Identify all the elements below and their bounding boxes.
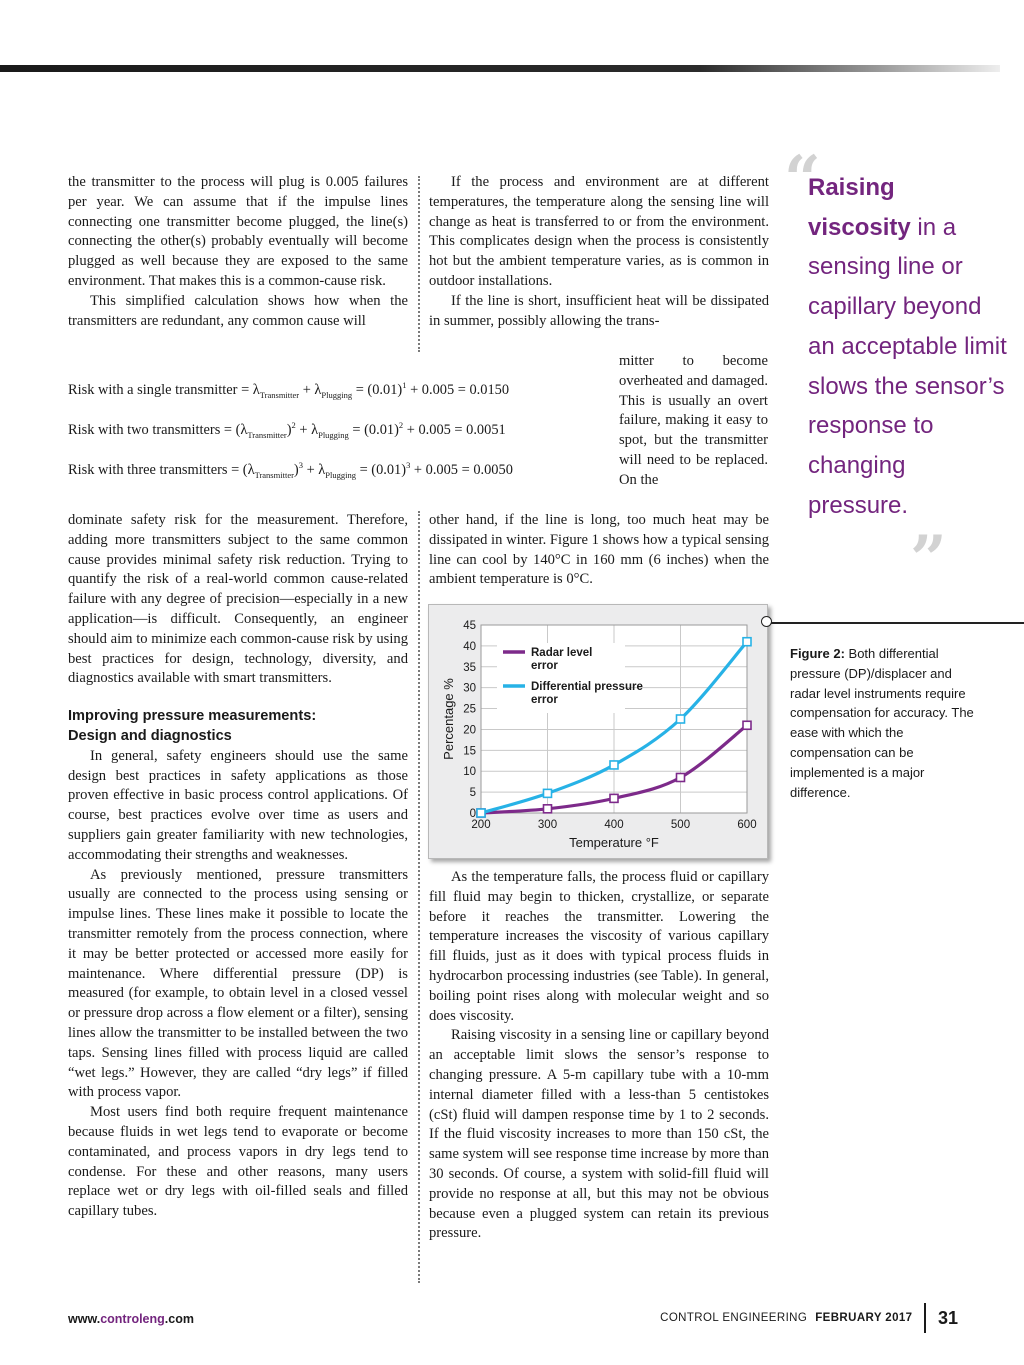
figure-caption-text: Both differential pressure (DP)/displacer and radar level instruments require compensation for accuracy. The ease with which the compensation can be implemented is a major difference.	[790, 646, 974, 800]
footer-separator	[924, 1303, 926, 1333]
legend-label: Differential pressure	[531, 681, 643, 693]
equation-single-transmitter: Risk with a single transmitter = $\lambda_{Transmitter} + \lambda_{Plugging} = (0.01)^1 + 0.005 = 0.0150$	[68, 380, 510, 400]
pull-quote-bold: Raising	[808, 174, 895, 201]
legend-label: error	[531, 694, 558, 706]
body-paragraph: dominate safety risk for the measurement. Therefore, adding more transmitters subject to the same common cause provides minimal safety risk reduction. Trying to quantify the risk of a real-world common cause-related failure with any degree of precision—especially in a new application—is difficult. Consequently, an engineer should aim to minimize each common-cause risk by using best practices for design, technology, diversity, and diagnostics available with smart transmitters.	[68, 512, 408, 687]
body-paragraph: In general, safety engineers should use the same design best practices in safety applications as those proven effective in basic process control applications. Of course, best practices evolve over time as users and suppliers gain greater familiarity with new technologies, accommodating their strengths and weaknesses.	[68, 747, 408, 863]
figure-caption	[790, 644, 980, 802]
data-point-dp	[677, 715, 685, 723]
data-point-dp	[610, 761, 618, 769]
column-divider	[418, 511, 420, 1283]
footer-url-brand: controleng	[100, 1312, 165, 1326]
figure-label: Figure 2:	[790, 646, 845, 661]
body-paragraph: Most users find both require frequent maintenance because fluids in wet legs tend to evaporate or become contaminated, and process vapors in dry legs tend to condense. For these and other reasons, many users replace wet or dry legs with oil-filled seals and filled capillary tubes.	[68, 1104, 408, 1220]
x-tick-label: 200	[471, 819, 491, 831]
figure-2-chart	[428, 604, 768, 859]
legend-label: Radar level	[531, 647, 593, 659]
issue-date: FEBRUARY 2017	[815, 1312, 913, 1324]
body-paragraph: other hand, if the line is long, too much heat may be dissipated in winter. Figure 1 shows how a typical sensing line can cool by 140°C in 160 mm (6 inches) when the ambient temperature is 0°C.	[429, 512, 769, 588]
body-paragraph: Raising viscosity in a sensing line or capillary beyond an acceptable limit slows the sensor’s response to changing pressure. A 5-m capillary tube with a 10-mm internal diameter filled with a less-than 5 centistokes (cSt) fluid will dampen response time by 1 to 2 seconds. If the fluid viscosity increases to more than 150 cSt, the same system will see response time increase by more than 30 seconds. Of course, a system with solid-fill fluid will provide no response at all, but this may not be obvious because even a plugged system can retain its previous pressure.	[429, 1027, 769, 1242]
equation-two-transmitters: Risk with two transmitters = $(\lambda_{Transmitter})^2 + \lambda_{Plugging} = (0.01)^2 + 0.005 = 0.0051$	[68, 420, 506, 440]
pull-quote	[808, 168, 1008, 525]
y-tick-label: 5	[469, 787, 476, 800]
data-point-dp	[477, 809, 485, 817]
body-paragraph: As previously mentioned, pressure transmitters usually are connected to the process using sensing or impulse lines. These lines make it possible to locate the transmitter remotely from the process connection, where it may be better protected or accessed more easily for maintenance. Where differential pressure (DP) is measured (for example, to obtain level in a closed vessel or pressure drop across a flow element or a filter), sensing lines allow the transmitter to be installed between the two taps. Sensing lines filled with process liquid are called “wet legs.” However, they are called “dry legs” if filled with process vapor.	[68, 866, 408, 1101]
body-paragraph: mitter to become overheated and damaged. This is usually an overt failure, making it easy to spot, but the transmitter will need to be replaced. On the	[619, 353, 768, 488]
footer-url[interactable]: www.controleng.com	[68, 1312, 194, 1326]
data-point-radar	[677, 773, 685, 781]
publication-name: CONTROL ENGINEERING	[660, 1312, 808, 1324]
x-tick-label: 600	[737, 819, 757, 831]
y-tick-label: 25	[463, 703, 476, 716]
data-point-radar	[544, 805, 552, 813]
footer-folio	[660, 1303, 958, 1333]
left-column-top	[68, 173, 408, 331]
x-tick-label: 300	[537, 819, 558, 831]
header-rule	[0, 65, 1000, 72]
body-paragraph: As the temperature falls, the process fluid or capillary fill fluid may begin to thicken, crystallize, or separate before it reaches the transmitter. Lowering the temperature increases the viscosity of various capillary fill fluids, just as it does with typical process fluids in hydrocarbon processing industries (see Table). In general, boiling point rises along with molecular weight and so does viscosity.	[429, 869, 769, 1024]
y-tick-label: 30	[463, 682, 476, 695]
legend-label: error	[531, 660, 558, 672]
body-paragraph: This simplified calculation shows how when the transmitters are redundant, any common cause will	[68, 292, 408, 329]
caption-connector-line	[768, 622, 1024, 624]
x-tick-label: 400	[604, 819, 624, 831]
data-point-radar	[743, 721, 751, 729]
middle-column-continued	[429, 511, 769, 590]
x-axis-label: Temperature °F	[569, 835, 659, 850]
body-paragraph: the transmitter to the process will plug is 0.005 failures per year. We can assume that if the impulse lines connecting one transmitter become plugged, the line(s) connecting the other(s) probably eventually will become plugged as well because they are exposed to the same environment. That makes this is a common-cause risk.	[68, 174, 408, 289]
y-tick-label: 45	[463, 620, 476, 632]
middle-column-top	[429, 173, 769, 331]
middle-column-bottom	[429, 868, 769, 1244]
data-point-radar	[610, 794, 618, 802]
equation-three-transmitters: Risk with three transmitters = $(\lambda_{Transmitter})^3 + \lambda_{Plugging} = (0.01)^3 + 0.005 = 0.0050$	[68, 460, 513, 480]
x-tick-label: 500	[670, 819, 691, 831]
y-tick-label: 15	[463, 745, 476, 758]
y-tick-label: 40	[463, 640, 476, 653]
body-paragraph: If the line is short, insufficient heat will be dissipated in summer, possibly allowing the trans-	[429, 292, 769, 329]
data-point-dp	[544, 789, 552, 797]
body-paragraph: If the process and environment are at different temperatures, the temperature along the sensing line will change as heat is transferred to or from the environment. This complicates design when the process is consistently hot but the ambient temperature varies, as is common in outdoor installations.	[429, 174, 769, 289]
page-number: 31	[937, 1307, 958, 1328]
y-tick-label: 0	[469, 808, 476, 820]
section-subheading: Improving pressure measurements: Design and diagnostics	[68, 708, 317, 744]
column-divider	[418, 176, 420, 352]
chart-svg	[429, 605, 769, 860]
middle-column-narrow	[619, 352, 768, 491]
data-point-dp	[743, 638, 751, 646]
open-quote-icon: “	[784, 142, 821, 217]
close-quote-icon: ”	[910, 522, 947, 597]
y-tick-label: 10	[463, 766, 476, 779]
y-tick-label: 20	[463, 724, 476, 737]
pull-quote-bold: viscosity	[808, 213, 911, 241]
left-column-bottom	[68, 511, 408, 1222]
caption-connector-dot	[761, 616, 772, 627]
y-axis-label: Percentage %	[441, 678, 456, 760]
y-tick-label: 35	[463, 661, 476, 674]
pull-quote-text: in a sensing line or capillary beyond an acceptable limit slows the sensor’s response to changing pressure.	[808, 213, 1007, 519]
